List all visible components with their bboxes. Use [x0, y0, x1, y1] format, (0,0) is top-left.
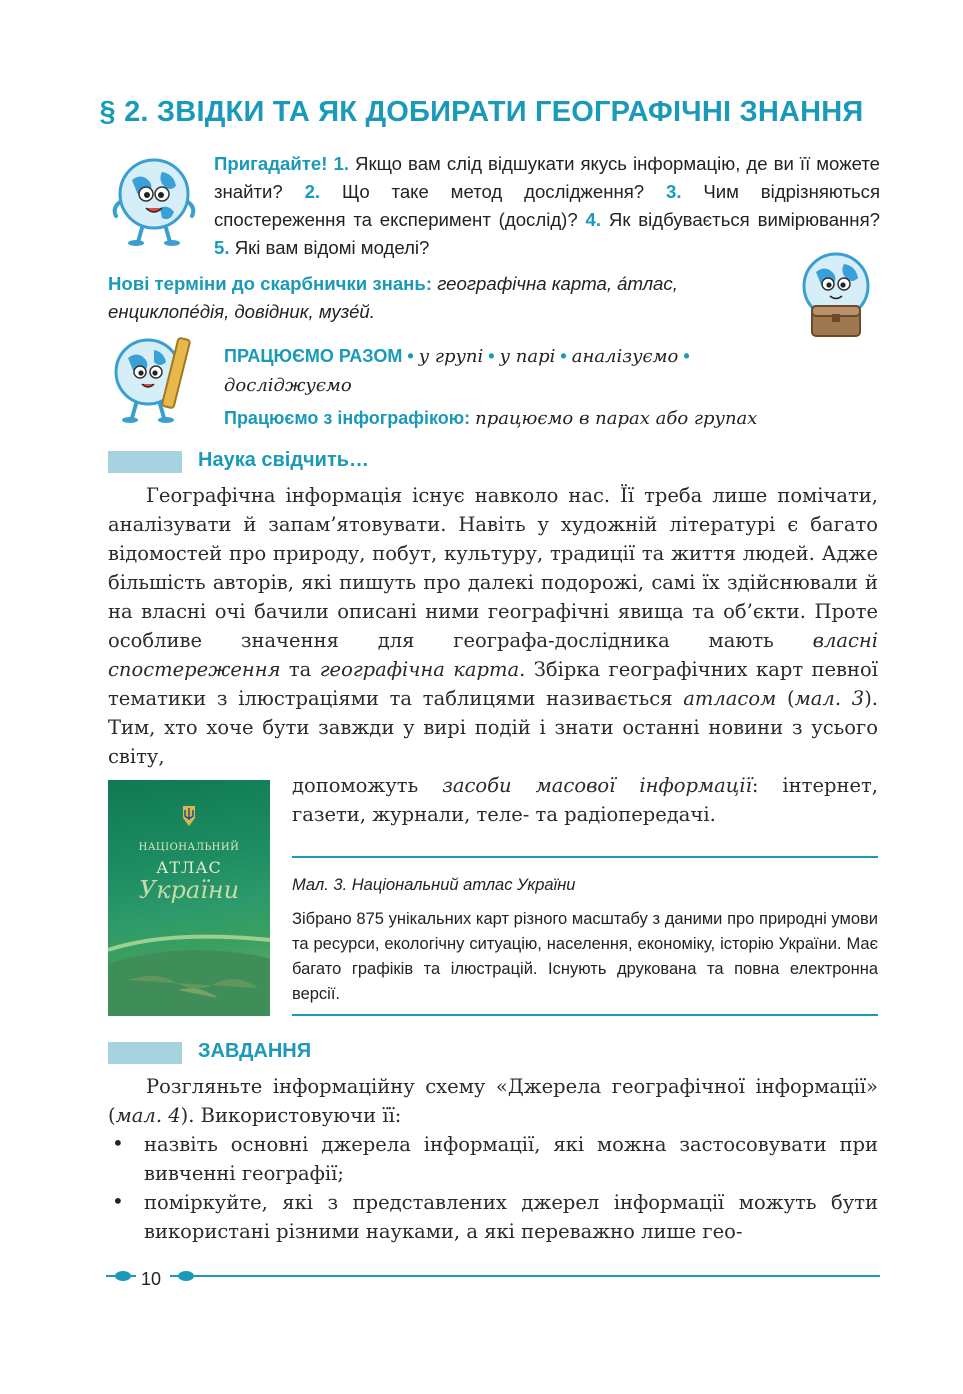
infographic-text: працюємо в парах або групах — [475, 408, 758, 429]
question-text: Якщо вам слід відшукати якусь інформацію, де ви її можете знайти? — [214, 153, 880, 202]
figure-caption-body: Зібрано 875 унікальних карт різного масштабу з даними про природні умови та ресурси, екологічну ситуацію, населення, економіку, історію України. Має багато графіків та ілюстрацій. Існують друкована та повна електронна версії. — [292, 910, 878, 1003]
new-terms-list: географічна карта, а́тлас, енциклопе́дія, довідник, музе́й. — [108, 273, 678, 322]
infographic-work — [224, 404, 864, 433]
task-bullet-1: назвіть основні джерела інформації, які можна застосовувати при вивченні географії; — [144, 1133, 878, 1185]
earth-view-graphic — [108, 910, 270, 1016]
working-together-label: ПРАЦЮЄМО РАЗОМ — [224, 346, 403, 366]
footer-rule-icon — [170, 1268, 880, 1284]
section-bar — [108, 1042, 182, 1064]
question-text: Як відбувається вимірювання? — [608, 209, 880, 230]
bullet-dot-icon: • — [560, 346, 567, 366]
section-heading-science: Наука свідчить… — [198, 449, 370, 471]
bullet-dot-icon: • — [488, 346, 495, 366]
new-terms — [108, 270, 776, 326]
question-number: 5. — [214, 237, 230, 258]
bullet-icon: • — [112, 1131, 124, 1155]
task-intro: Розгляньте інформаційну схему «Джерела географічної інформації» (мал. 4). Використовуючи її: — [108, 1075, 878, 1127]
mode-analyze: аналізуємо — [571, 346, 679, 367]
mode-research: досліджуємо — [224, 375, 352, 396]
recall-label: Пригадайте! — [214, 153, 328, 174]
section-heading-task: ЗАВДАННЯ — [198, 1040, 312, 1062]
mode-group: у групі — [418, 346, 484, 367]
question-number: 2. — [304, 181, 321, 202]
question-number: 3. — [665, 181, 682, 202]
question-number: 4. — [585, 209, 602, 230]
science-paragraph: Географічна інформація існує навколо нас. Її треба лише помічати, аналізувати й запам’ятовувати. Навіть у художній літературі є багато відомостей про природу, побут, культуру, традиції та життя людей. Адже більшість авторів, які пишуть про далекі подорожі, самі їх здійснювали й на власні очі бачили описані ними географічні явища та об’єкти. Проте особливе значення для географа-дослідника мають власні спостереження та географічна карта. Збірка географічних карт певної тематики з ілюстраціями та таблицями називається атласом (мал. 3). Тим, хто хоче бути завжди у вирі подій і знати останні новини з усього світу, — [108, 484, 878, 768]
bullet-dot-icon: • — [407, 346, 414, 366]
footer-ornament-icon — [106, 1268, 136, 1284]
bullet-icon: • — [112, 1189, 124, 1213]
question-text: Що таке метод дослідження? — [341, 181, 645, 202]
recall-questions — [214, 150, 880, 262]
science-paragraph-continued: допоможуть засоби масової інформації: інтернет, газети, журнали, теле- та радіопередачі. — [292, 774, 879, 826]
globe-mascot-icon — [108, 150, 198, 246]
infographic-label: Працюємо з інфографікою: — [224, 408, 471, 428]
atlas-cover-line2: АТЛАС — [156, 858, 222, 877]
task-bullet-2: поміркуйте, які з представлених джерел інформації можуть бути використані різними науками, а які переважно лише гео- — [144, 1191, 878, 1243]
question-number: 1. — [333, 153, 349, 174]
trident-emblem-icon — [181, 804, 197, 826]
globe-treasure-chest-icon — [790, 248, 880, 344]
question-text: Які вам відомі моделі? — [234, 237, 430, 258]
section-bar — [108, 451, 182, 473]
figure-caption-title: Мал. 3. Національний атлас України — [292, 876, 576, 894]
page-title: § 2. ЗВІДКИ ТА ЯК ДОБИРАТИ ГЕОГРАФІЧНІ ЗНАННЯ — [99, 96, 864, 128]
globe-telescope-icon — [108, 330, 198, 426]
caption-top-rule — [292, 856, 878, 858]
atlas-cover-line1: НАЦІОНАЛЬНИЙ — [138, 842, 240, 853]
mode-pair: у парі — [499, 346, 556, 367]
atlas-cover-image — [108, 780, 270, 1016]
caption-bottom-rule — [292, 1014, 878, 1016]
question-text: Чим відрізняються спостереження та експеримент (дослід)? — [214, 181, 881, 230]
new-terms-label: Нові терміни до скарбнички знань: — [108, 273, 433, 294]
bullet-dot-icon: • — [683, 346, 690, 366]
page-number: 10 — [141, 1269, 162, 1289]
working-together — [224, 342, 784, 400]
atlas-cover-line3: України — [138, 876, 240, 904]
